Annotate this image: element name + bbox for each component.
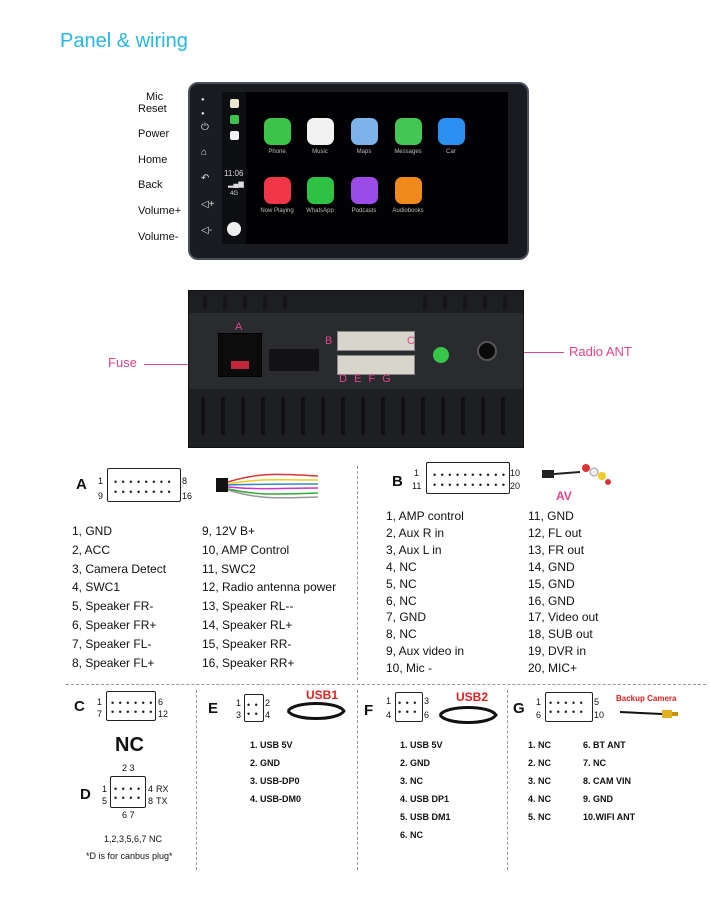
pin-item: 2. GND <box>400 758 431 768</box>
pin-item: 1, GND <box>72 524 113 538</box>
heatsink-fin <box>341 397 345 435</box>
pin-item: 4. NC <box>528 794 552 804</box>
pin-number: 5 <box>102 796 108 806</box>
volume-down-button[interactable]: ◁- <box>201 225 213 236</box>
app-label: Now Playing <box>260 208 294 214</box>
status-signal: 4G <box>230 191 239 197</box>
heatsink-fin <box>421 397 425 435</box>
pin-item: 7, Speaker FL- <box>72 636 152 651</box>
sidebar-maps-icon[interactable] <box>230 99 239 108</box>
pin-item: 1. NC <box>528 740 552 750</box>
pin-item: 11, GND <box>528 509 574 523</box>
pin-number: 8 <box>148 796 154 806</box>
carplay-home-button[interactable] <box>227 222 241 236</box>
pin-number: 3 <box>236 710 242 720</box>
head-unit-screen <box>246 92 508 244</box>
connector-a-plug-icon: • • • • • • • • • • • • • • • • <box>107 468 181 502</box>
divider <box>357 690 359 870</box>
pin-number: 7 <box>97 709 103 719</box>
connector-a-socket <box>218 333 262 377</box>
conn-f-list <box>400 736 500 844</box>
heatsink-rib <box>443 295 447 309</box>
radio-ant-callout: Radio ANT <box>569 344 632 359</box>
side-label-power: Power <box>138 128 170 140</box>
connector-g-plug-icon: • • • • • • • • • • <box>545 692 593 722</box>
pin-item: 15, GND <box>528 576 575 591</box>
conn-d-letter: D <box>80 786 91 803</box>
heatsink-fin <box>201 397 205 435</box>
divider <box>196 690 198 870</box>
status-time: 11:06 <box>224 169 244 178</box>
pin-number: 1 <box>386 696 392 706</box>
conn-g-letter: G <box>513 700 525 717</box>
pin-number: 6 <box>158 697 164 707</box>
pin-number: 10 <box>510 468 521 478</box>
conn-d-rx: RX <box>156 784 169 794</box>
fuse-callout: Fuse <box>108 355 137 370</box>
connector-f-plug-icon: • • • • • • <box>395 692 423 722</box>
heatsink-fin <box>381 397 385 435</box>
app-phone-icon[interactable] <box>264 118 291 145</box>
app-whatsapp-icon[interactable] <box>307 177 334 204</box>
pin-item: 3, Aux L in <box>386 542 442 557</box>
pin-number: 6 7 <box>122 810 135 820</box>
pin-item: 20, MIC+ <box>528 661 578 676</box>
heatsink-fin <box>221 397 225 435</box>
pin-item: 3. USB-DP0 <box>250 776 300 786</box>
usb1-cable-icon <box>284 700 348 722</box>
pin-item: 8, Speaker FL+ <box>72 655 155 670</box>
pin-item: 9. GND <box>583 794 614 804</box>
heatsink-fin <box>261 397 265 435</box>
pin-number: 1 <box>536 697 542 707</box>
side-label-volume-up: Volume+ <box>138 205 182 217</box>
app-label: Phone <box>268 149 286 155</box>
pin-item: 3. NC <box>528 776 552 786</box>
pin-item: 6. NC <box>400 830 424 840</box>
pin-item: 15, Speaker RR- <box>202 636 292 651</box>
pin-item: 12, FL out <box>528 525 582 540</box>
app-label: Podcasts <box>351 208 377 214</box>
pin-item: 18, SUB out <box>528 627 593 642</box>
mic-hole-icon: ● <box>201 97 205 103</box>
app-messages-icon[interactable] <box>395 118 422 145</box>
heatsink-rib <box>223 295 227 309</box>
pin-item: 8, NC <box>386 627 417 642</box>
app-label: Maps <box>356 149 372 155</box>
conn-g-right-list <box>583 736 673 826</box>
pin-item: 6, NC <box>386 593 417 608</box>
app-podcasts-icon[interactable] <box>351 177 378 204</box>
side-label-reset: Reset <box>138 103 167 115</box>
pin-item: 11, SWC2 <box>202 561 256 576</box>
pin-item: 1, AMP control <box>386 509 464 523</box>
pin-item: 3. NC <box>400 776 424 786</box>
pin-number: 2 3 <box>122 763 135 773</box>
conn-a-mark: A <box>235 321 243 333</box>
app-label: Audiobooks <box>392 208 424 214</box>
pin-item: 16, GND <box>528 593 575 608</box>
app-maps-icon[interactable] <box>351 118 378 145</box>
app-label: Music <box>312 149 328 155</box>
conn-a-right-list <box>202 522 352 672</box>
pin-number: 6 <box>536 710 542 720</box>
heatsink-rib <box>423 295 427 309</box>
pin-item: 9, 12V B+ <box>202 524 256 538</box>
side-label-back: Back <box>138 179 163 191</box>
conn-d-pins-note: 1,2,3,5,6,7 NC <box>104 834 163 844</box>
side-label-mic: Mic <box>146 91 164 103</box>
pin-number: 1 <box>102 784 108 794</box>
conn-a-left-list <box>72 522 200 672</box>
pin-item: 10.WIFI ANT <box>583 812 636 822</box>
divider <box>357 466 359 680</box>
pin-number: 16 <box>182 491 193 501</box>
heatsink-rib <box>203 295 207 309</box>
heatsink-fin <box>321 397 325 435</box>
pin-item: 4, SWC1 <box>72 580 121 595</box>
pin-item: 8. CAM VIN <box>583 776 632 786</box>
signal-icon: ▂▄▆ <box>228 181 244 188</box>
head-unit-back <box>188 290 524 448</box>
conn-c-mark: C <box>407 335 415 347</box>
conn-d-canbus-note: *D is for canbus plug* <box>86 851 173 861</box>
pin-item: 7. NC <box>583 758 607 768</box>
side-label-volume-down: Volume- <box>138 231 179 243</box>
pin-item: 2, ACC <box>72 542 111 557</box>
backup-camera-label: Backup Camera <box>616 694 677 703</box>
power-button[interactable]: ⏻ <box>201 122 209 133</box>
pin-item: 1. USB 5V <box>400 740 443 750</box>
pin-number: 4 <box>148 784 154 794</box>
pin-number: 9 <box>98 491 104 501</box>
connector-b-plug-icon: • • • • • • • • • • • • • • • • • • • • <box>426 462 510 494</box>
pin-item: 6. BT ANT <box>583 740 626 750</box>
app-audiobooks-icon[interactable] <box>395 177 422 204</box>
pin-item: 13, Speaker RL-- <box>202 599 294 614</box>
pin-item: 6, Speaker FR+ <box>72 617 157 632</box>
conn-b-letter: B <box>392 473 403 490</box>
pin-item: 4. USB DP1 <box>400 794 450 804</box>
heatsink-rib <box>283 295 287 309</box>
pin-item: 5, Speaker FR- <box>72 599 154 614</box>
heatsink-rib <box>463 295 467 309</box>
app-music-icon[interactable] <box>307 118 334 145</box>
sidebar-phone-icon[interactable] <box>230 115 239 124</box>
pin-number: 1 <box>414 468 420 478</box>
pin-number: 6 <box>424 710 430 720</box>
heatsink-rib <box>263 295 267 309</box>
conn-c-nc: NC <box>115 734 144 756</box>
conn-a-letter: A <box>76 476 87 493</box>
conn-c-letter: C <box>74 698 85 715</box>
pin-number: 5 <box>594 697 600 707</box>
heatsink-fin <box>401 397 405 435</box>
heatsink-rib <box>243 295 247 309</box>
backup-camera-cable-icon <box>616 704 680 722</box>
pin-number: 4 <box>265 710 271 720</box>
green-plug-icon <box>433 347 449 363</box>
reset-hole-icon: ● <box>201 111 205 117</box>
conn-g-left-list <box>528 736 580 826</box>
heatsink-rib <box>503 295 507 309</box>
conn-b-right-list <box>528 508 648 677</box>
pin-item: 10, AMP Control <box>202 542 290 557</box>
pin-number: 4 <box>386 710 392 720</box>
pin-item: 4. USB-DM0 <box>250 794 302 804</box>
pin-number: 2 <box>265 698 271 708</box>
app-label: WhatsApp <box>306 208 334 214</box>
pin-item: 4, NC <box>386 559 417 574</box>
back-button[interactable]: ↶ <box>201 173 210 184</box>
divider <box>66 684 706 686</box>
fuse-holder <box>231 361 249 369</box>
pin-number: 3 <box>424 696 430 706</box>
conn-defg-mark: D E F G <box>339 373 393 385</box>
divider <box>507 690 509 870</box>
radio-antenna-port <box>477 341 497 361</box>
pin-number: 1 <box>97 697 103 707</box>
conn-f-letter: F <box>364 702 374 719</box>
pin-item: 7, GND <box>386 610 427 625</box>
connector-bc-socket <box>337 331 415 351</box>
av-harness-icon <box>540 460 614 488</box>
heatsink-fin <box>481 397 485 435</box>
pin-item: 19, DVR in <box>528 644 587 659</box>
app-label: Messages <box>394 149 422 155</box>
conn-d-tx: TX <box>156 796 168 806</box>
usb2-cable-icon <box>436 704 500 726</box>
connector-e-plug-icon: • • • • <box>244 694 264 722</box>
volume-up-button[interactable]: ◁+ <box>201 199 215 210</box>
home-button[interactable]: ⌂ <box>201 147 208 158</box>
heatsink-fin <box>301 397 305 435</box>
pin-item: 13, FR out <box>528 542 585 557</box>
aux-socket <box>269 349 319 371</box>
pin-number: 10 <box>594 710 605 720</box>
page-title: Panel & wiring <box>60 30 188 52</box>
conn-e-letter: E <box>208 700 219 717</box>
pin-item: 10, Mic - <box>386 661 433 676</box>
pin-number: 12 <box>158 709 169 719</box>
pin-number: 1 <box>236 698 242 708</box>
sidebar-music-icon[interactable] <box>230 131 239 140</box>
heatsink-fin <box>241 397 245 435</box>
connector-defg-socket <box>337 355 415 375</box>
pin-item: 2, Aux R in <box>386 525 445 540</box>
connector-c-plug-icon: • • • • • • • • • • • • <box>106 691 156 721</box>
app-car-icon[interactable] <box>438 118 465 145</box>
pin-item: 16, Speaker RR+ <box>202 655 295 670</box>
heatsink-fin <box>501 397 505 435</box>
pin-item: 5. USB DM1 <box>400 812 451 822</box>
heatsink-rib <box>483 295 487 309</box>
pin-item: 2. NC <box>528 758 552 768</box>
pin-item: 2. GND <box>250 758 281 768</box>
pin-item: 17, Video out <box>528 610 599 625</box>
conn-e-list <box>250 736 350 808</box>
pin-item: 5, NC <box>386 576 417 591</box>
heatsink-fin <box>281 397 285 435</box>
pin-item: 9, Aux video in <box>386 644 465 659</box>
conn-b-mark: B <box>325 335 333 347</box>
app-now-playing-icon[interactable] <box>264 177 291 204</box>
av-label: AV <box>556 489 572 503</box>
bottom-heatsink <box>189 389 523 447</box>
connector-d-plug-icon: • • • • • • • • <box>110 776 146 808</box>
side-label-home: Home <box>138 154 168 166</box>
pin-item: 12, Radio antenna power <box>202 580 337 595</box>
heatsink-fin <box>461 397 465 435</box>
pin-number: 8 <box>182 476 188 486</box>
pin-item: 14, GND <box>528 559 575 574</box>
usb1-label: USB1 <box>306 688 339 702</box>
usb2-label: USB2 <box>456 690 489 704</box>
pin-item: 3, Camera Detect <box>72 561 167 576</box>
pin-number: 11 <box>412 481 422 491</box>
harness-a-icon <box>210 470 322 500</box>
top-heatsink <box>189 291 523 313</box>
pin-item: 14, Speaker RL+ <box>202 617 293 632</box>
app-label: Car <box>446 149 456 155</box>
heatsink-fin <box>441 397 445 435</box>
pin-number: 1 <box>98 476 104 486</box>
conn-b-left-list <box>386 508 526 677</box>
pin-item: 1. USB 5V <box>250 740 293 750</box>
heatsink-fin <box>361 397 365 435</box>
pin-number: 20 <box>510 481 521 491</box>
pin-item: 5. NC <box>528 812 552 822</box>
